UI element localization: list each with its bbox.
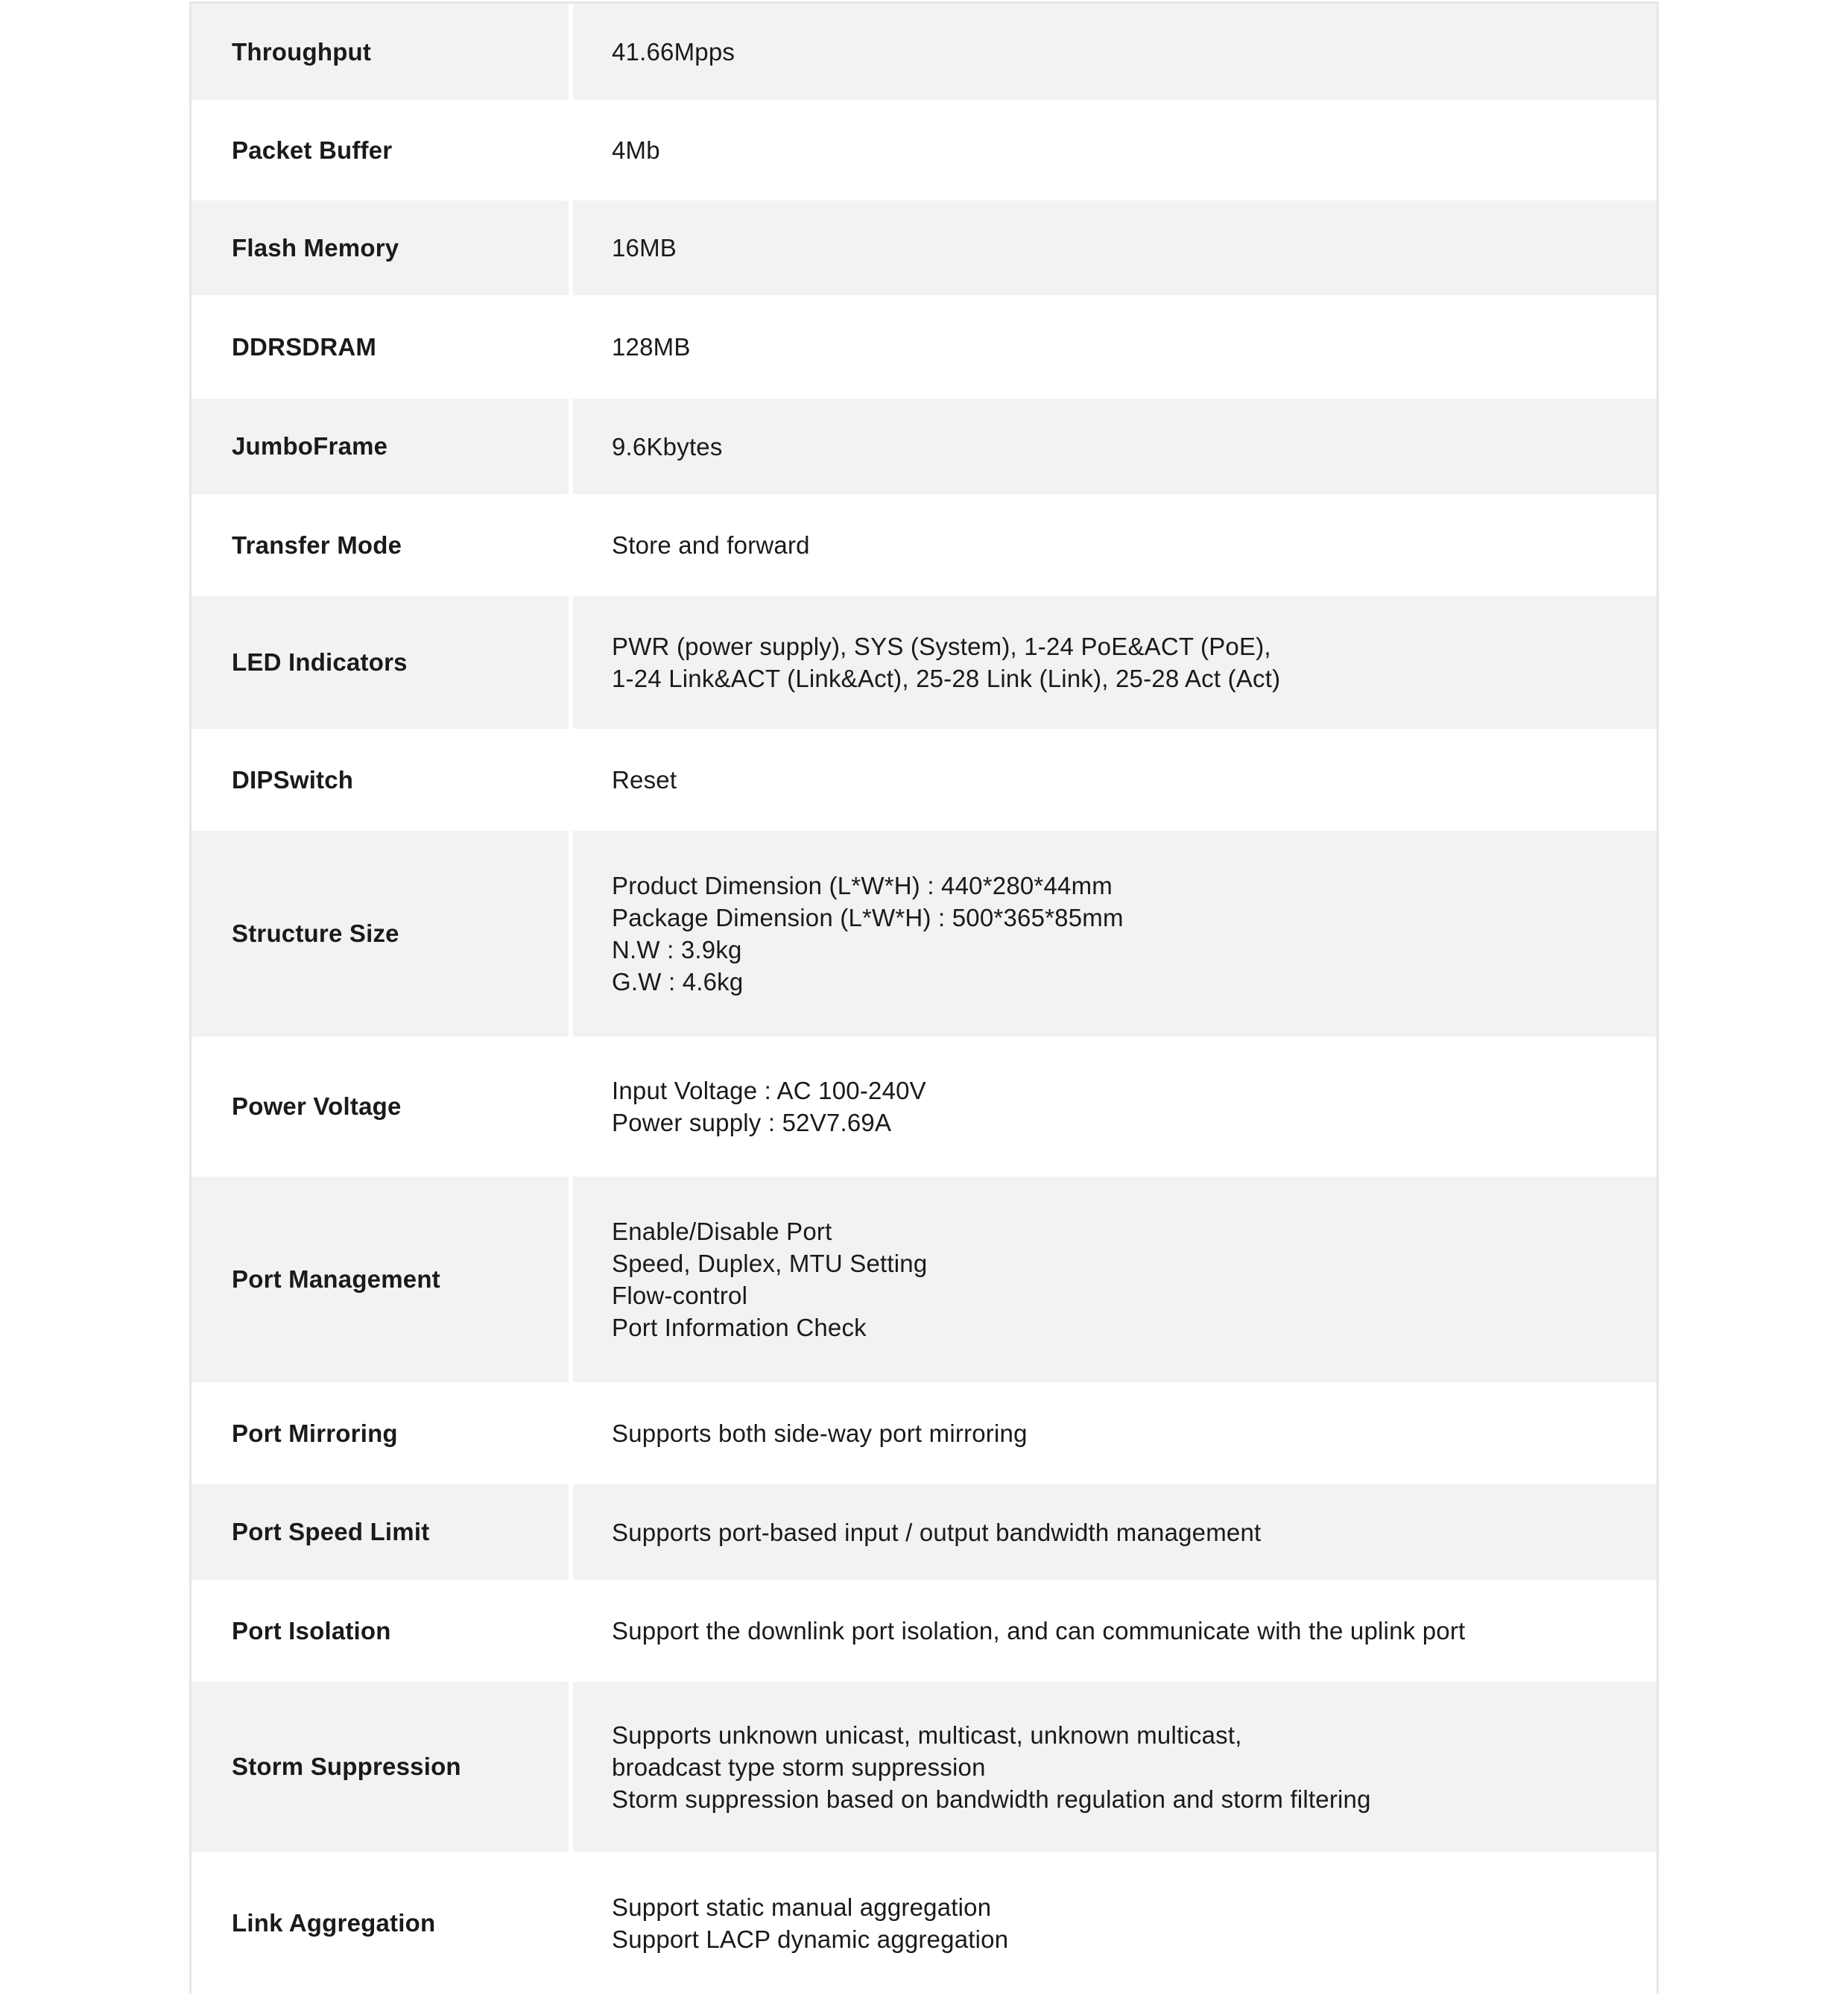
spec-label: Throughput bbox=[192, 4, 573, 100]
spec-label: Transfer Mode bbox=[192, 494, 573, 596]
spec-value bbox=[573, 1682, 1656, 1852]
spec-value bbox=[573, 596, 1656, 729]
spec-value-line: Package Dimension (L*W*H) : 500*365*85mm bbox=[612, 904, 1124, 931]
spec-label: DDRSDRAM bbox=[192, 295, 573, 399]
spec-value-line: 4Mb bbox=[612, 136, 660, 164]
spec-value-line: 128MB bbox=[612, 333, 691, 361]
spec-value-line: Supports unknown unicast, multicast, unknown multicast, bbox=[612, 1721, 1242, 1749]
spec-label: Packet Buffer bbox=[192, 100, 573, 200]
spec-value-line: Enable/Disable Port bbox=[612, 1218, 832, 1245]
spec-label: DIPSwitch bbox=[192, 729, 573, 831]
spec-label: Port Speed Limit bbox=[192, 1484, 573, 1580]
spec-value-line: broadcast type storm suppression bbox=[612, 1753, 986, 1781]
spec-label: Link Aggregation bbox=[192, 1852, 573, 1994]
spec-value-line: Support static manual aggregation bbox=[612, 1893, 992, 1921]
spec-row-structure-size bbox=[192, 831, 1656, 1036]
spec-value bbox=[573, 494, 1656, 596]
spec-value-line: Power supply : 52V7.69A bbox=[612, 1109, 892, 1136]
spec-value-line: 16MB bbox=[612, 234, 677, 262]
spec-value-line: Input Voltage : AC 100-240V bbox=[612, 1077, 926, 1104]
spec-label: Port Management bbox=[192, 1177, 573, 1382]
spec-value bbox=[573, 200, 1656, 295]
spec-value bbox=[573, 100, 1656, 200]
spec-row-power-voltage bbox=[192, 1036, 1656, 1177]
spec-row-packet-buffer bbox=[192, 100, 1656, 200]
spec-value bbox=[573, 1580, 1656, 1682]
spec-row-throughput bbox=[192, 4, 1656, 100]
spec-row-transfer-mode bbox=[192, 494, 1656, 596]
spec-row-link-aggregation bbox=[192, 1852, 1656, 1994]
spec-row-led-indicators bbox=[192, 596, 1656, 729]
spec-row-storm-suppression bbox=[192, 1682, 1656, 1852]
spec-row-port-mirroring bbox=[192, 1382, 1656, 1484]
spec-row-dipswitch bbox=[192, 729, 1656, 831]
spec-label: JumboFrame bbox=[192, 399, 573, 494]
spec-label: Port Mirroring bbox=[192, 1382, 573, 1484]
spec-label: Flash Memory bbox=[192, 200, 573, 295]
spec-value-line: 9.6Kbytes bbox=[612, 432, 723, 460]
spec-value-line: Flow-control bbox=[612, 1282, 748, 1309]
spec-value bbox=[573, 399, 1656, 494]
spec-value-line: 41.66Mpps bbox=[612, 38, 735, 66]
spec-row-ddrsdram bbox=[192, 295, 1656, 399]
spec-value-line: Store and forward bbox=[612, 531, 810, 559]
spec-value-line: Support LACP dynamic aggregation bbox=[612, 1925, 1009, 1953]
spec-value bbox=[573, 4, 1656, 100]
spec-value-line: Support the downlink port isolation, and can communicate with the uplink port bbox=[612, 1617, 1466, 1645]
spec-label: Structure Size bbox=[192, 831, 573, 1036]
spec-value-line: Product Dimension (L*W*H) : 440*280*44mm bbox=[612, 872, 1113, 899]
spec-row-jumboframe bbox=[192, 399, 1656, 494]
spec-value bbox=[573, 1036, 1656, 1177]
spec-label: LED Indicators bbox=[192, 596, 573, 729]
spec-value-line: G.W : 4.6kg bbox=[612, 968, 744, 996]
spec-label: Power Voltage bbox=[192, 1036, 573, 1177]
spec-value bbox=[573, 1382, 1656, 1484]
spec-value bbox=[573, 729, 1656, 831]
spec-label: Storm Suppression bbox=[192, 1682, 573, 1852]
spec-row-port-management bbox=[192, 1177, 1656, 1382]
spec-value bbox=[573, 1484, 1656, 1580]
spec-value bbox=[573, 831, 1656, 1036]
spec-label: Port Isolation bbox=[192, 1580, 573, 1682]
spec-row-port-speed-limit bbox=[192, 1484, 1656, 1580]
spec-value-line: Supports port-based input / output bandwidth management bbox=[612, 1518, 1262, 1546]
spec-value-line: Supports both side-way port mirroring bbox=[612, 1419, 1028, 1447]
spec-value-line: Reset bbox=[612, 766, 677, 794]
spec-table bbox=[189, 1, 1659, 1994]
spec-row-flash-memory bbox=[192, 200, 1656, 295]
spec-value-line: Port Information Check bbox=[612, 1314, 867, 1341]
spec-value-line: PWR (power supply), SYS (System), 1-24 PoE&ACT (PoE), bbox=[612, 633, 1271, 660]
spec-row-port-isolation bbox=[192, 1580, 1656, 1682]
spec-value-line: Speed, Duplex, MTU Setting bbox=[612, 1250, 928, 1277]
spec-value-line: N.W : 3.9kg bbox=[612, 936, 742, 963]
spec-value bbox=[573, 1852, 1656, 1994]
spec-value-line: 1-24 Link&ACT (Link&Act), 25-28 Link (Link), 25-28 Act (Act) bbox=[612, 665, 1281, 692]
spec-value-line: Storm suppression based on bandwidth regulation and storm filtering bbox=[612, 1785, 1371, 1813]
spec-value bbox=[573, 1177, 1656, 1382]
spec-value bbox=[573, 295, 1656, 399]
